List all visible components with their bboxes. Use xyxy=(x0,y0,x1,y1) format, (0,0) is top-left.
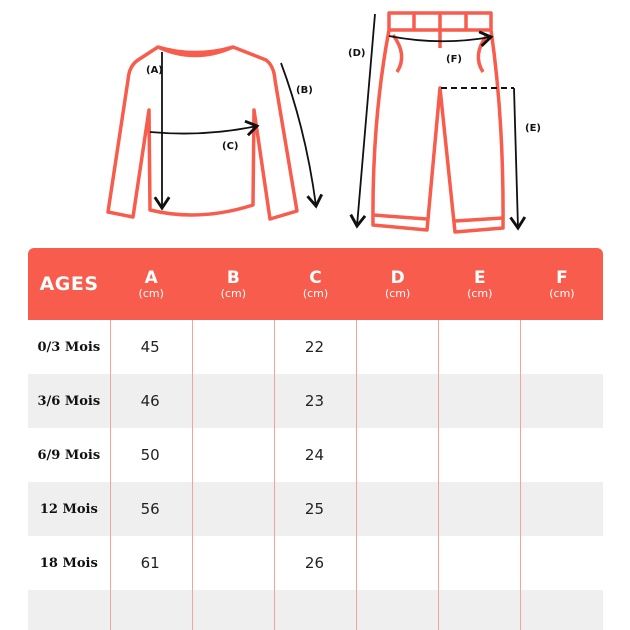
value-cell xyxy=(439,482,521,536)
table-row xyxy=(28,374,603,428)
value-cell xyxy=(357,428,439,482)
value-cell: 45 xyxy=(110,320,192,374)
measure-e-arrow xyxy=(514,88,518,228)
value-cell xyxy=(192,482,274,536)
value-cell xyxy=(357,482,439,536)
value-cell xyxy=(357,374,439,428)
table-row xyxy=(28,428,603,482)
value-cell xyxy=(521,590,603,630)
column-header-e: E (cm) xyxy=(467,267,493,300)
value-cell xyxy=(521,374,603,428)
label-e: (E) xyxy=(525,123,541,134)
value-cell: 61 xyxy=(110,536,192,590)
value-cell xyxy=(192,428,274,482)
value-cell xyxy=(357,320,439,374)
column-header-b: B (cm) xyxy=(220,267,247,300)
table-header-row xyxy=(28,248,603,320)
value-cell xyxy=(521,482,603,536)
value-cell xyxy=(439,320,521,374)
label-a: (A) xyxy=(146,65,163,76)
value-cell xyxy=(192,536,274,590)
column-header-d: D (cm) xyxy=(384,267,411,300)
value-cell xyxy=(274,590,356,630)
pants-icon xyxy=(373,13,503,232)
value-cell xyxy=(357,536,439,590)
label-f: (F) xyxy=(446,54,462,65)
value-cell: 26 xyxy=(274,536,356,590)
value-cell xyxy=(192,590,274,630)
value-cell xyxy=(192,374,274,428)
table-row xyxy=(28,536,603,590)
value-cell xyxy=(439,536,521,590)
value-cell xyxy=(439,374,521,428)
age-cell: 12 Mois xyxy=(39,501,98,517)
size-chart-table xyxy=(28,248,603,630)
value-cell: 25 xyxy=(274,482,356,536)
age-cell: 3/6 Mois xyxy=(37,393,101,409)
value-cell: 22 xyxy=(274,320,356,374)
value-cell xyxy=(357,590,439,630)
value-cell: 56 xyxy=(110,482,192,536)
value-cell xyxy=(521,320,603,374)
measurement-diagram xyxy=(0,0,630,245)
table-row xyxy=(28,482,603,536)
value-cell xyxy=(192,320,274,374)
value-cell: 23 xyxy=(274,374,356,428)
table-row xyxy=(28,590,603,630)
value-cell xyxy=(521,536,603,590)
value-cell: 24 xyxy=(274,428,356,482)
column-header-a: A (cm) xyxy=(138,267,164,300)
value-cell xyxy=(521,428,603,482)
column-header-c: C (cm) xyxy=(302,267,329,300)
age-cell xyxy=(28,590,110,630)
age-cell: 18 Mois xyxy=(39,555,98,571)
label-c: (C) xyxy=(222,141,239,152)
age-cell: 0/3 Mois xyxy=(37,339,101,355)
value-cell xyxy=(110,590,192,630)
ages-header: AGES xyxy=(39,273,99,295)
value-cell xyxy=(439,590,521,630)
label-b: (B) xyxy=(296,85,313,96)
measurement-illustration xyxy=(0,0,630,245)
age-cell: 6/9 Mois xyxy=(37,447,101,463)
label-d: (D) xyxy=(348,48,366,59)
value-cell: 50 xyxy=(110,428,192,482)
table-row xyxy=(28,320,603,374)
value-cell: 46 xyxy=(110,374,192,428)
column-header-f: F (cm) xyxy=(549,267,575,300)
value-cell xyxy=(439,428,521,482)
